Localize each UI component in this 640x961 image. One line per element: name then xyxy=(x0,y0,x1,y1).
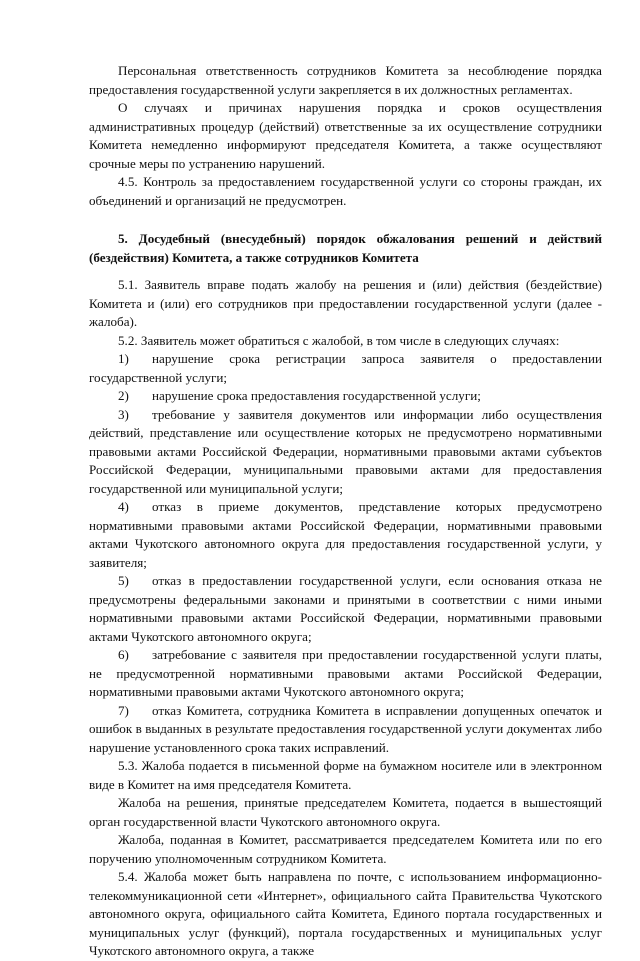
list-item xyxy=(89,387,602,406)
section-5-heading: 5. Досудебный (внесудебный) порядок обжалования решений и действий (бездействия) Комитета, а также сотрудников Комитета xyxy=(89,231,602,265)
list-item-text: нарушение срока регистрации запроса заявителя о предоставлении государственной услуги; xyxy=(89,351,602,385)
list-item-number: 7) xyxy=(118,702,129,718)
list-item-text: требование у заявителя документов или информации либо осуществления действий, представление или осуществление которых не предусмотрено нормативными правовыми актами Российской Федерации, нормативными правовыми актами субъектов Российской Федерации, муниципальными правовыми актами для предоставления государственной или муниципальной услуги; xyxy=(89,406,602,496)
list-item-number: 3) xyxy=(118,406,129,422)
list-item-text: нарушение срока предоставления государственной услуги; xyxy=(152,388,481,403)
paragraph-5-1: 5.1. Заявитель вправе подать жалобу на решения и (или) действия (бездействие) Комитета и (или) его сотрудников при предоставлении государственной услуги (далее - жалоба). xyxy=(89,277,602,329)
list-item xyxy=(89,350,602,387)
paragraph-complaint-review: Жалоба, поданная в Комитет, рассматривается председателем Комитета или по его поручению уполномоченным сотрудником Комитета. xyxy=(89,832,602,866)
list-item xyxy=(89,406,602,499)
paragraph-5-3: 5.3. Жалоба подается в письменной форме на бумажном носителе или в электронном виде в Комитет на имя председателя Комитета. xyxy=(89,758,602,792)
list-item-text: отказ Комитета, сотрудника Комитета в исправлении допущенных опечаток и ошибок в выданных в результате предоставления государственной услуги документах либо нарушение установленного срока таких исправлений. xyxy=(89,702,602,755)
list-item-number: 6) xyxy=(118,647,129,662)
list-item-text: отказ в предоставлении государственной услуги, если основания отказа не предусмотрены федеральными законами и принятыми в соответствии с ними иными нормативными правовыми актами Российской Федерации, нормативными правовыми актами Чукотского автономного округа; xyxy=(89,573,602,644)
list-item-number: 1) xyxy=(118,351,129,366)
paragraph-5-4: 5.4. Жалоба может быть направлена по почте, с использованием информационно-телекоммуникационной сети «Интернет», официального сайта Правительства Чукотского автономного округа, официального сайта Комитета, Единого портала государственных и муниципальных услуг (функций), портала государственных и муниципальных услуг Чукотского автономного округа, а также xyxy=(89,869,602,958)
list-item xyxy=(89,498,602,572)
list-item-number: 2) xyxy=(118,388,129,403)
list-item xyxy=(89,572,602,646)
list-item-text: отказ в приеме документов, представление которых предусмотрено нормативными правовыми актами Российской Федерации, нормативными правовыми актами Чукотского автономного округа для предоставления государственной услуги, у заявителя; xyxy=(89,499,602,570)
paragraph-5-2: 5.2. Заявитель может обратиться с жалобой, в том числе в следующих случаях: xyxy=(118,332,560,348)
paragraph-violations: О случаях и причинах нарушения порядка и сроков осуществления административных процедур (действий) ответственные за их осуществление сотрудники Комитета немедленно информируют председателя Комитета, а также осуществляют срочные меры по устранению нарушений. xyxy=(89,100,602,171)
list-item-text: затребование с заявителя при предоставлении государственной услуги платы, не предусмотренной нормативными правовыми актами Российской Федерации, нормативными правовыми актами Чукотского автономного округа; xyxy=(89,647,602,699)
list-item xyxy=(89,702,602,758)
list-item-number: 4) xyxy=(118,499,129,514)
paragraph-responsibility: Персональная ответственность сотрудников Комитета за несоблюдение порядка предоставления государственной услуги закрепляется в их должностных регламентах. xyxy=(89,63,602,97)
paragraph-4-5: 4.5. Контроль за предоставлением государственной услуги со стороны граждан, их объединений и организаций не предусмотрен. xyxy=(89,174,602,208)
list-item xyxy=(89,646,602,702)
paragraph-higher-authority: Жалоба на решения, принятые председателем Комитета, подается в вышестоящий орган государственной власти Чукотского автономного округа. xyxy=(89,795,602,829)
list-item-number: 5) xyxy=(118,573,129,588)
